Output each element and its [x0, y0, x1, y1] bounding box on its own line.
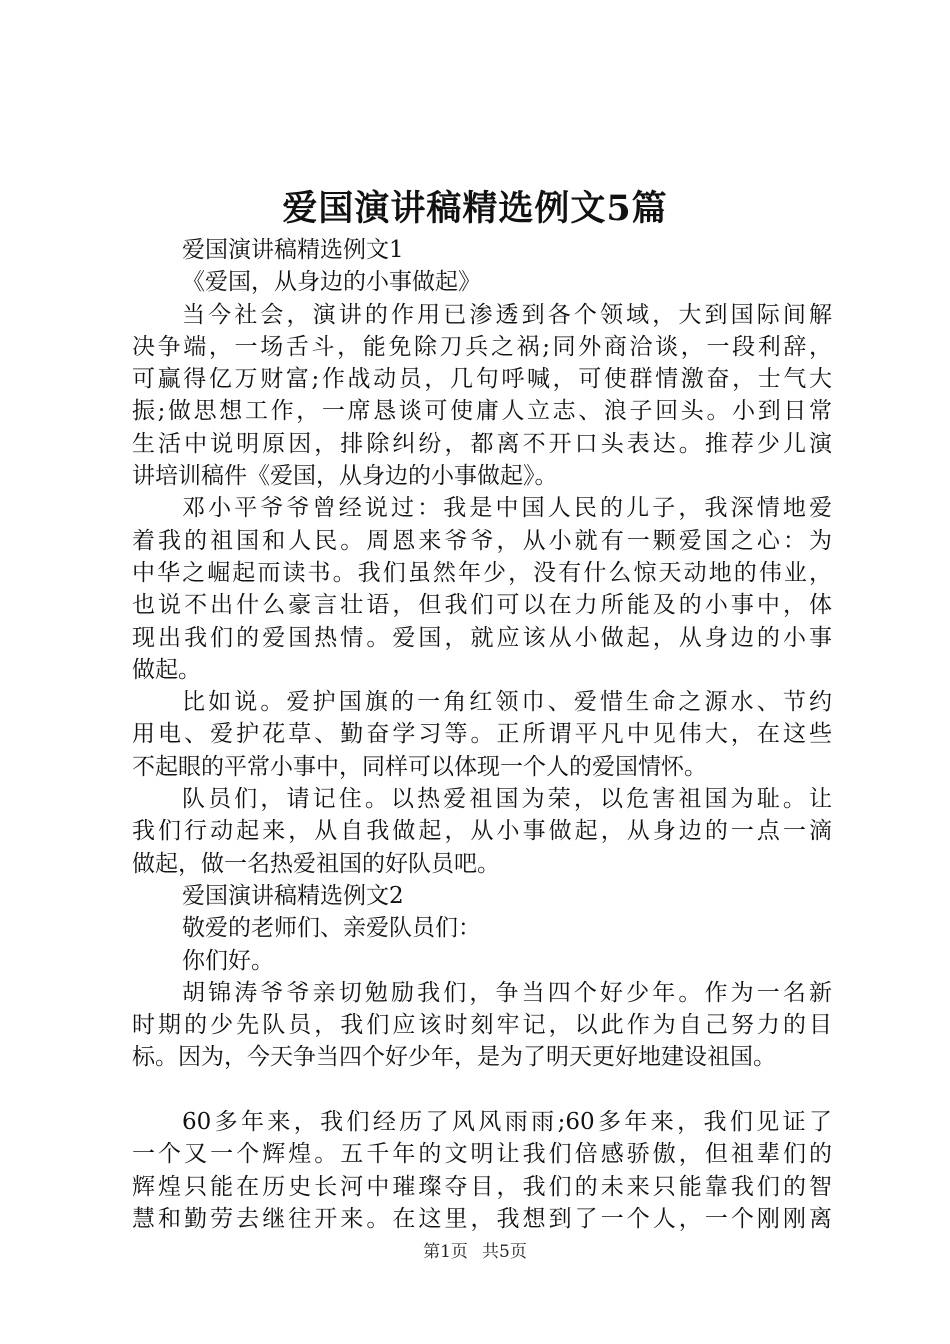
page-footer: [0, 1240, 950, 1264]
paragraph-line: 比如说。爱护国旗的一角红领巾、爱惜生命之源水、节约: [182, 689, 832, 716]
paragraph-line: 可赢得亿万财富;作战动员，几句呼喊，可使群情激奋，士气大: [132, 366, 832, 393]
paragraph-line: 做起。: [132, 656, 201, 683]
page-total: 共5页: [482, 1242, 527, 1262]
salutation: 敬爱的老师们、亲爱队员们：: [182, 915, 481, 942]
paragraph-line: 一个又一个辉煌。五千年的文明让我们倍感骄傲，但祖辈们的: [132, 1141, 832, 1168]
paragraph-line: 队员们，请记住。以热爱祖国为荣，以危害祖国为耻。让: [182, 786, 832, 813]
paragraph-line: 着我的祖国和人民。周恩来爷爷，从小就有一颗爱国之心：为: [132, 527, 832, 554]
paragraph-line: 时期的少先队员，我们应该时刻牢记，以此作为自己努力的目: [132, 1012, 832, 1039]
paragraph-line: 60多年来，我们经历了风风雨雨;60多年来，我们见证了: [182, 1109, 832, 1136]
paragraph-line: 也说不出什么豪言壮语，但我们可以在力所能及的小事中，体: [132, 592, 832, 619]
section-heading-1: 爱国演讲稿精选例文1: [182, 237, 404, 263]
document-title: 爱国演讲稿精选例文5篇: [282, 188, 668, 229]
paragraph-line: 讲培训稿件《爱国，从身边的小事做起》。: [132, 463, 558, 490]
document-body: [132, 234, 832, 1235]
paragraph-line: 我们行动起来，从自我做起，从小事做起，从身边的一点一滴: [132, 818, 832, 845]
paragraph-line: 辉煌只能在历史长河中璀璨夺目，我们的未来只能靠我们的智: [132, 1173, 832, 1200]
paragraph-line: 中华之崛起而读书。我们虽然年少，没有什么惊天动地的伟业，: [132, 559, 832, 586]
paragraph-line: 当今社会，演讲的作用已渗透到各个领域，大到国际间解: [182, 301, 832, 328]
page-number: 第1页: [423, 1242, 468, 1262]
paragraph-line: 生活中说明原因，排除纠纷，都离不开口头表达。推荐少儿演: [132, 430, 832, 457]
paragraph-line: 用电、爱护花草、勤奋学习等。正所谓平凡中见伟大，在这些: [132, 721, 832, 748]
paragraph-line: 振;做思想工作，一席恳谈可使庸人立志、浪子回头。小到日常: [132, 398, 832, 425]
speech-subtitle-1: 《爱国，从身边的小事做起》: [182, 269, 481, 296]
paragraph-line: 不起眼的平常小事中，同样可以体现一个人的爱国情怀。: [132, 753, 707, 780]
paragraph-line: 做起，做一名热爱祖国的好队员吧。: [132, 850, 500, 877]
paragraph-line: 邓小平爷爷曾经说过：我是中国人民的儿子，我深情地爱: [182, 495, 832, 522]
paragraph-line: 现出我们的爱国热情。爱国，就应该从小做起，从身边的小事: [132, 624, 832, 651]
paragraph-line: 胡锦涛爷爷亲切勉励我们，争当四个好少年。作为一名新: [182, 979, 832, 1006]
blank-line: [132, 1074, 832, 1106]
paragraph-line: 慧和勤劳去继往开来。在这里，我想到了一个人，一个刚刚离: [132, 1205, 832, 1232]
section-heading-2: 爱国演讲稿精选例文2: [182, 882, 404, 909]
greeting: 你们好。: [182, 947, 274, 974]
paragraph-line: 决争端，一场舌斗，能免除刀兵之祸;同外商洽谈，一段利辞，: [132, 333, 832, 360]
paragraph-line: 标。因为，今天争当四个好少年，是为了明天更好地建设祖国。: [132, 1044, 776, 1071]
